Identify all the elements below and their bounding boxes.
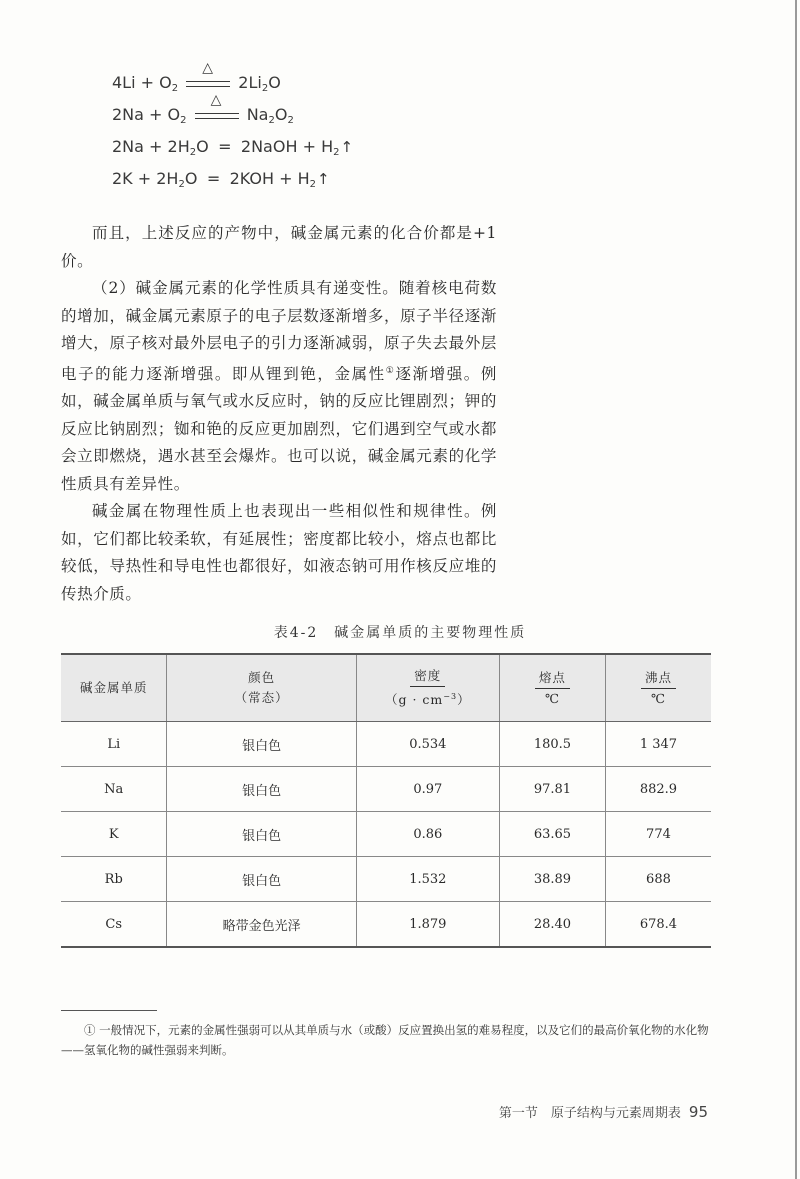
cell-melting-point: 28.40	[499, 902, 605, 948]
cell-element: Rb	[61, 857, 167, 902]
cell-boiling-point: 678.4	[605, 902, 711, 948]
cell-density: 0.86	[356, 812, 499, 857]
cell-color: 银白色	[167, 767, 356, 812]
cell-density: 1.879	[356, 902, 499, 948]
cell-boiling-point: 1 347	[605, 722, 711, 767]
heat-condition-arrow: △	[186, 77, 230, 91]
table-row	[61, 812, 711, 857]
equation-na-water: $2Na + 2H_2O$ = 2NaOH + $H_2↑$	[112, 137, 354, 158]
cell-element: Li	[61, 722, 167, 767]
footer-section-title: 第一节 原子结构与元素周期表	[498, 1106, 681, 1121]
gas-up-arrow-icon: ↑	[317, 170, 330, 188]
table-row	[61, 902, 711, 948]
table-row	[61, 857, 711, 902]
cell-boiling-point: 882.9	[605, 767, 711, 812]
cell-boiling-point: 688	[605, 857, 711, 902]
equation-li-oxygen: $4Li + O_2$ △ $2Li_2O$	[112, 59, 281, 94]
cell-density: 1.532	[356, 857, 499, 902]
table-row	[61, 767, 711, 812]
equation-k-water: $2K + 2H_2O = 2KOH$ + $H_2↑$	[112, 169, 330, 190]
cell-melting-point: 180.5	[499, 722, 605, 767]
cell-element: Cs	[61, 902, 167, 948]
alkali-metal-properties-table	[61, 653, 711, 948]
paragraph-chemical-trend: （2）碱金属元素的化学性质具有递变性。随着核电荷数的增加，碱金属元素原子的电子层数逐渐增多，原子半径逐渐增大，原子核对最外层电子的引力逐渐减弱，原子失去最外层电子的能力逐渐增强。即从锂到铯，金属性①逐渐增强。例如，碱金属单质与氧气或水反应时，钠的反应比锂剧烈；钾的反应比钠剧烈；铷和铯的反应更加剧烈，它们遇到空气或水都会立即燃烧，遇水甚至会爆炸。也可以说，碱金属元素的化学性质具有差异性。	[61, 279, 498, 493]
cell-color: 略带金色光泽	[167, 902, 356, 948]
page-edge-line	[795, 0, 797, 1179]
cell-density: 0.534	[356, 722, 499, 767]
cell-melting-point: 38.89	[499, 857, 605, 902]
header-density: 密度 $(g \cdot cm^{-3})$	[356, 654, 499, 722]
gas-up-arrow-icon: ↑	[340, 138, 354, 156]
cell-color: 银白色	[167, 722, 356, 767]
body-text	[61, 220, 497, 608]
header-melting-point: 熔点 ℃	[499, 654, 605, 722]
footnote: ① 一般情况下，元素的金属性强弱可以从其单质与水（或酸）反应置换出氢的难易程度，以及它们的最高价氧化物的水化物——氢氧化物的碱性强弱来判断。	[61, 1023, 709, 1057]
header-color: 颜色 （常态）	[167, 654, 356, 722]
paragraph-physical-properties: 碱金属在物理性质上也表现出一些相似性和规律性。例如，它们都比较柔软，有延展性；密度都比较小，熔点也都比较低，导热性和导电性也都很好，如液态钠可用作核反应堆的传热介质。	[61, 502, 497, 603]
page-number: 95	[688, 1103, 708, 1121]
table-header-row	[61, 654, 711, 722]
page-footer	[499, 1102, 708, 1121]
cell-element: Na	[61, 767, 167, 812]
equation-block	[112, 59, 512, 196]
footnote-marker[interactable]: ①	[385, 365, 396, 376]
cell-color: 银白色	[167, 857, 356, 902]
footnote-divider	[61, 1010, 157, 1011]
heat-condition-arrow: △	[195, 109, 239, 123]
equation-na-oxygen: $2Na + O_2$ △ $Na_2O_2$	[112, 91, 294, 126]
paragraph-valence: 而且，上述反应的产物中，碱金属元素的化合价都是+1价。	[61, 224, 497, 270]
cell-element: K	[61, 812, 167, 857]
table-row	[61, 722, 711, 767]
header-boiling-point: 沸点 ℃	[605, 654, 711, 722]
cell-boiling-point: 774	[605, 812, 711, 857]
cell-color: 银白色	[167, 812, 356, 857]
cell-density: 0.97	[356, 767, 499, 812]
header-element: 碱金属单质	[61, 654, 167, 722]
cell-melting-point: 97.81	[499, 767, 605, 812]
cell-melting-point: 63.65	[499, 812, 605, 857]
table-caption: 表4-2 碱金属单质的主要物理性质	[273, 625, 527, 641]
